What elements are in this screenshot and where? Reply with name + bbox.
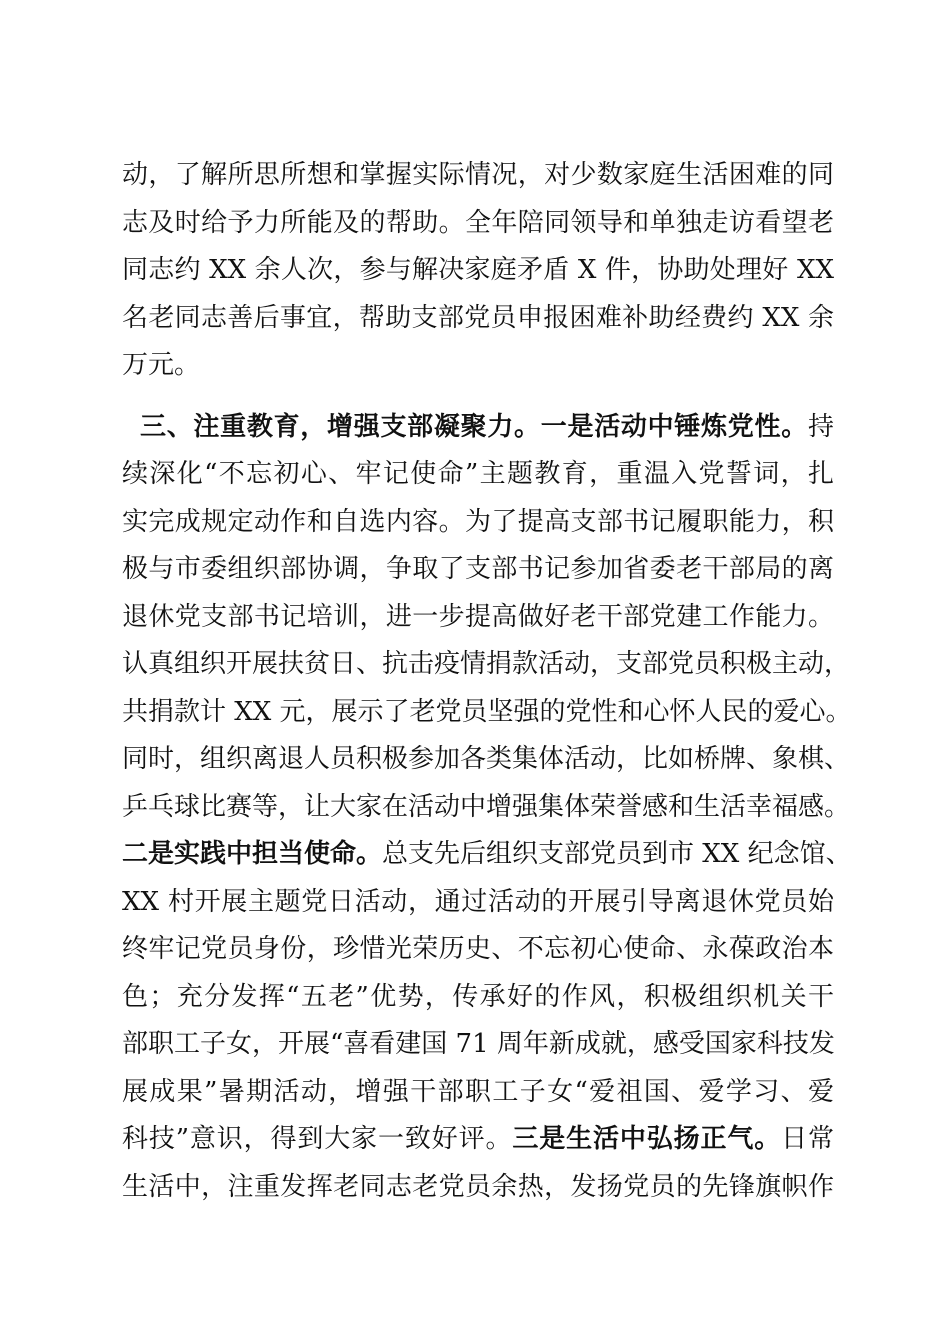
- text-line: XX 村开展主题党日活动，通过活动的开展引导离退休党员始: [122, 886, 834, 917]
- text-line: 认真组织开展扶贫日、抗击疫情捐款活动，支部党员积极主动，: [122, 649, 851, 679]
- subsection-heading: 一是活动中锤炼党性。: [540, 411, 808, 442]
- text-line: 实完成规定动作和自选内容。为了提高支部书记履职能力，积: [122, 506, 834, 537]
- text-line: 动，了解所思所想和掌握实际情况，对少数家庭生活困难的同: [122, 160, 834, 190]
- text-line: 退休党支部书记培训，进一步提高做好老干部党建工作能力。: [122, 601, 834, 632]
- text-run: 日常: [781, 1124, 834, 1154]
- text-line: 续深化“不忘初心、牢记使命”主题教育，重温入党誓词，扎: [122, 459, 834, 489]
- text-run: 科技”意识，得到大家一致好评。: [122, 1124, 513, 1154]
- text-line: 名老同志善后事宜，帮助支部党员申报困难补助经费约 XX 余: [122, 302, 834, 333]
- paragraph-education: [122, 404, 852, 1212]
- text-line: 终牢记党员身份，珍惜光荣历史、不忘初心使命、永葆政治本: [122, 934, 834, 964]
- text-run: 总支先后组织支部党员到市 XX 纪念馆、: [382, 839, 852, 869]
- text-line: 同志约 XX 余人次，参与解决家庭矛盾 X 件，协助处理好 XX: [122, 255, 834, 285]
- text-line: [122, 831, 852, 879]
- text-line: [122, 1116, 834, 1164]
- text-line: 极与市委组织部协调，争取了支部书记参加省委老干部局的离: [122, 554, 834, 584]
- subsection-heading: 二是实践中担当使命。: [122, 839, 383, 869]
- text-line: 展成果”暑期活动，增强干部职工子女“爱祖国、爱学习、爱: [122, 1076, 834, 1107]
- text-line: 部职工子女，开展“喜看建国 71 周年新成就，感受国家科技发: [122, 1029, 835, 1059]
- text-line: [122, 404, 834, 452]
- text-line: 乒乓球比赛等，让大家在活动中增强集体荣誉感和生活幸福感。: [122, 791, 851, 822]
- text-line: 万元。: [122, 350, 201, 380]
- text-line: 同时，组织离退人员积极参加各类集体活动，比如桥牌、象棋、: [122, 744, 851, 774]
- text-line: 生活中，注重发挥老同志老党员余热，发扬党员的先锋旗帜作: [122, 1171, 834, 1202]
- document-body: [122, 152, 852, 1211]
- subsection-heading: 三是生活中弘扬正气。: [512, 1124, 782, 1154]
- text-line: 志及时给予力所能及的帮助。全年陪同领导和单独走访看望老: [122, 207, 834, 238]
- section-heading: 三、注重教育，增强支部凝聚力。: [140, 411, 541, 442]
- paragraph-care-visits: [122, 152, 834, 390]
- text-run: 持: [807, 411, 834, 442]
- text-line: 色；充分发挥“五老”优势，传承好的作风，积极组织机关干: [122, 981, 834, 1012]
- text-line: 共捐款计 XX 元，展示了老党员坚强的党性和心怀人民的爱心。: [122, 696, 852, 727]
